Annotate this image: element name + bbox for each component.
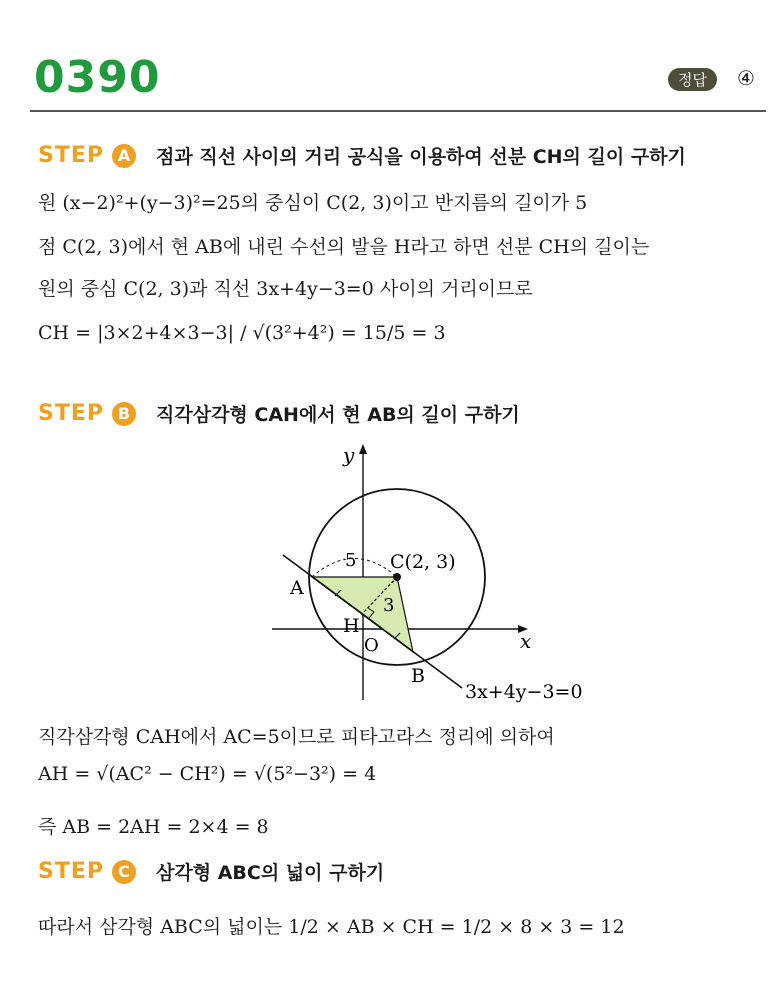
step-b-badge: B (112, 402, 136, 426)
radius-label: 5 (345, 550, 357, 571)
step-a-badge: A (112, 144, 136, 168)
step-a-word: STEP (38, 143, 105, 168)
circle-diagram (260, 440, 620, 710)
text-c1: 따라서 삼각형 ABC의 넓이는 1/2 × AB × CH = 1/2 × 8 × 3 = 12 (38, 916, 625, 938)
x-axis-label: x (520, 629, 532, 653)
point-h-label: H (343, 615, 360, 637)
answer-badge: 정답 (668, 68, 717, 91)
text-a1: 원 (x−2)²+(y−3)²=25의 중심이 C(2, 3)이고 반지름의 길이가 5 (38, 192, 588, 214)
point-b-label: B (411, 665, 425, 687)
chord-line (283, 555, 462, 688)
step-a-heading (38, 142, 686, 169)
step-a-title: 점과 직선 사이의 거리 공식을 이용하여 선분 CH의 길이 구하기 (156, 146, 686, 168)
ab-formula (38, 812, 269, 839)
text-b1: 직각삼각형 CAH에서 AC=5이므로 피타고라스 정리에 의하여 (38, 726, 555, 748)
line-equation-label: 3x+4y−3=0 (465, 681, 583, 703)
ab-formula-text: 즉 AB = 2AH = 2×4 = 8 (38, 816, 269, 838)
step-b-heading (38, 400, 520, 427)
y-axis-label: y (343, 443, 355, 467)
problem-number: 0390 (34, 52, 161, 103)
ch-formula-text: CH = |3×2+4×3−3| / √(3²+4²) = 15/5 = 3 (38, 322, 446, 344)
step-a-line-1 (38, 188, 587, 215)
step-c-title: 삼각형 ABC의 넓이 구하기 (156, 862, 385, 884)
ah-formula-text: AH = √(AC² − CH²) = √(5²−3²) = 4 (38, 763, 377, 785)
step-c-line-1 (38, 912, 625, 939)
step-b-line-1 (38, 722, 555, 749)
step-a-line-3 (38, 274, 533, 301)
header-divider (30, 110, 766, 112)
ch-label: 3 (383, 595, 395, 616)
answer-value: ④ (737, 66, 755, 90)
text-a3: 원의 중심 C(2, 3)과 직선 3x+4y−3=0 사이의 거리이므로 (38, 278, 533, 300)
step-c-badge: C (112, 860, 136, 884)
step-b-title: 직각삼각형 CAH에서 현 AB의 길이 구하기 (156, 404, 520, 426)
ah-formula (38, 763, 376, 785)
y-axis-arrow (359, 444, 367, 454)
center-label: C(2, 3) (390, 551, 456, 573)
origin-label: O (364, 635, 379, 656)
step-a-line-2 (38, 232, 649, 259)
text-a2: 점 C(2, 3)에서 현 AB에 내린 수선의 발을 H라고 하면 선분 CH의 길이는 (38, 236, 650, 258)
step-c-word: STEP (38, 859, 105, 884)
point-a-label: A (290, 577, 304, 599)
center-point (393, 573, 401, 581)
ch-formula (38, 322, 446, 344)
step-b-word: STEP (38, 401, 105, 426)
step-c-heading (38, 858, 384, 885)
